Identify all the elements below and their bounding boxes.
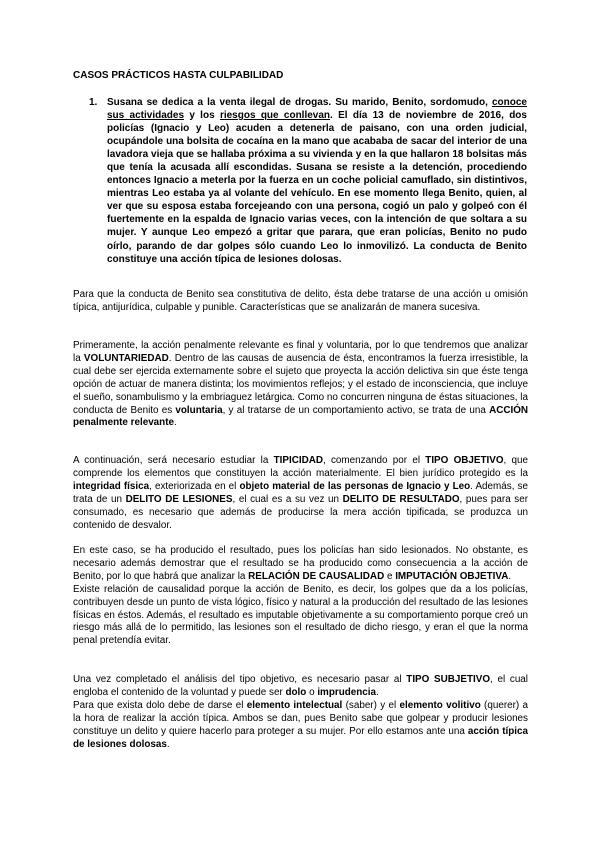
- document-title: CASOS PRÁCTICOS HASTA CULPABILIDAD: [73, 70, 284, 81]
- paragraph-text: , el cual es a su vez un: [232, 493, 343, 505]
- paragraph-text: , el cual engloba el contenido de la voluntad y puede ser: [73, 674, 528, 698]
- bold-term: DELITO DE RESULTADO: [342, 493, 460, 505]
- paragraph-text: .: [166, 738, 170, 750]
- paragraph-text: Para que la conducta de Benito sea constitutiva de delito, ésta debe tratarse de una acción u omisión típica, antijurídica, culpable y punible. Características que se analizarán de manera sucesiva.: [73, 289, 528, 313]
- case-number: 1.: [89, 97, 98, 108]
- causalidad-paragraph: [73, 545, 528, 648]
- case-text-part: y los: [184, 110, 220, 122]
- case-underlined-text: riesgos que conllevan: [219, 110, 331, 122]
- paragraph-text: , comenzando por el: [323, 455, 426, 466]
- bold-term: TIPO OBJETIVO: [425, 455, 504, 466]
- bold-term: TIPO SUBJETIVO: [406, 674, 491, 685]
- paragraph-text: , que comprende los elementos que constituyen la acción materialmente. El bien jurídico protegido es la: [73, 455, 528, 479]
- paragraph-text: , exteriorizada en el: [149, 480, 240, 492]
- paragraph-text: (querer) a la hora de realizar la acción típica. Ambos se dan, pues Benito sabe que golpear y producir lesiones constituye un delito y quiere hacerlo para proteger a su mujer. Por ello estamos ante una: [73, 699, 528, 737]
- bold-term: imprudencia: [317, 686, 377, 698]
- paragraph-text: .: [508, 570, 512, 582]
- intro-paragraph: [73, 289, 528, 315]
- bold-term: IMPUTACIÓN OBJETIVA: [395, 570, 509, 582]
- case-text: [95, 96, 527, 266]
- tipicidad-paragraph: [73, 455, 528, 532]
- bold-term: acción típica de lesiones dolosas: [73, 725, 528, 750]
- case-text-part: Susana se dedica a la venta ilegal de drogas. Su marido, Benito, sordomudo,: [107, 97, 492, 108]
- paragraph-text: Una vez completado el análisis del tipo objetivo, es necesario pasar al: [73, 674, 407, 685]
- bold-term: integridad física: [73, 480, 150, 492]
- bold-term: DELITO DE LESIONES: [125, 493, 233, 505]
- paragraph-text: , y al tratarse de un comportamiento activo, se trata de una: [222, 404, 490, 416]
- bold-term: VOLUNTARIEDAD: [83, 352, 169, 364]
- bold-term: dolo: [285, 686, 307, 698]
- tipo-subjetivo-paragraph: [73, 674, 528, 751]
- bold-term: voluntaria: [175, 404, 223, 416]
- paragraph-text: .: [376, 686, 379, 698]
- case-underlined-text: conoce sus actividades: [107, 97, 527, 122]
- paragraph-text: (saber) y el: [342, 699, 400, 711]
- paragraph-text: Para que exista dolo debe de darse el: [73, 699, 247, 711]
- paragraph-text: , pues para ser consumado, es necesario que además de producirse la mera acción tipificada, se produzca un contenido de desvalor.: [73, 493, 529, 531]
- bold-term: ACCIÓN penalmente relevante: [73, 404, 529, 429]
- paragraph-text: e: [384, 570, 396, 582]
- paragraph-text: En este caso, se ha producido el resultado, pues los policías han sido lesionados. No obstante, es necesario además demostrar que el resultado se ha producido como consecuencia a la acción de Benito, por lo que habrá que analizar la: [73, 545, 528, 582]
- voluntariedad-paragraph: [73, 340, 528, 430]
- paragraph-text: o: [306, 686, 318, 698]
- bold-term: RELACIÓN DE CAUSALIDAD: [248, 570, 385, 582]
- paragraph-text: Primeramente, la acción penalmente relevante es final y voluntaria, por lo que tendremos que analizar la: [73, 340, 528, 364]
- bold-term: objeto material de las personas de Ignacio y Leo: [239, 480, 471, 492]
- paragraph-text: . Además, se trata de un: [73, 480, 528, 505]
- case-text-part: . El día 13 de noviembre de 2016, dos policías (Ignacio y Leo) acuden a detenerla de paisano, con una orden judicial, ocupándole una bolsita de cocaína en la mano que acababa de sacar del interior de una lavadora vieja que se hallaba próxima a su vivienda y en la que hallaron 18 bolsitas más que tenía la acusada allí escondidas. Susana se resiste a la detención, procediendo entonces Ignacio a meterla por la fuerza en un coche policial camuflado, sin distintivos, mientras Leo estaba ya al volante del vehículo. En ese momento llega Benito, quien, al ver que su esposa estaba forcejeando con una persona, cogió un palo y golpeó con él fuertemente en la espalda de Ignacio varias veces, con la intención de que soltara a su mujer. Y aunque Leo empezó a gritar que parara, que eran policías, Benito no pudo oírlo, parando de dar golpes sólo cuando Leo lo inmovilizó. La conducta de Benito constituye una acción típica de lesiones dolosas.: [107, 110, 527, 265]
- paragraph-text: Existe relación de causalidad porque la acción de Benito, es decir, los golpes que da a los policías, contribuyen desde un punto de vista lógico, físico y natural a la producción del resultado de las lesiones físicas en éstos. Además, el resultado es imputable objetivamente a su comportamiento porque creó un riesgo más allá de lo permitido, las lesiones son el resultado de dicho riesgo, y eran el que la norma penal pretendía evitar.: [73, 583, 528, 647]
- paragraph-text: A continuación, será necesario estudiar la: [73, 455, 274, 466]
- bold-term: elemento intelectual: [246, 699, 343, 711]
- bold-term: elemento volitivo: [399, 699, 481, 711]
- paragraph-text: .: [174, 417, 177, 429]
- paragraph-text: . Dentro de las causas de ausencia de ésta, encontramos la fuerza irresistible, la cual debe ser ejercida externamente sobre el sujeto que proyecta la acción delictiva sin que éste tenga opción de actuar de manera distinta; los movimientos reflejos; y el estado de inconsciencia, que incluye el sueño, sonambulismo y la embriaguez letárgica. Como no concurren ninguna de éstas situaciones, la conducta de Benito es: [73, 352, 528, 416]
- case-statement: [89, 96, 527, 266]
- bold-term: TIPICIDAD: [273, 455, 323, 466]
